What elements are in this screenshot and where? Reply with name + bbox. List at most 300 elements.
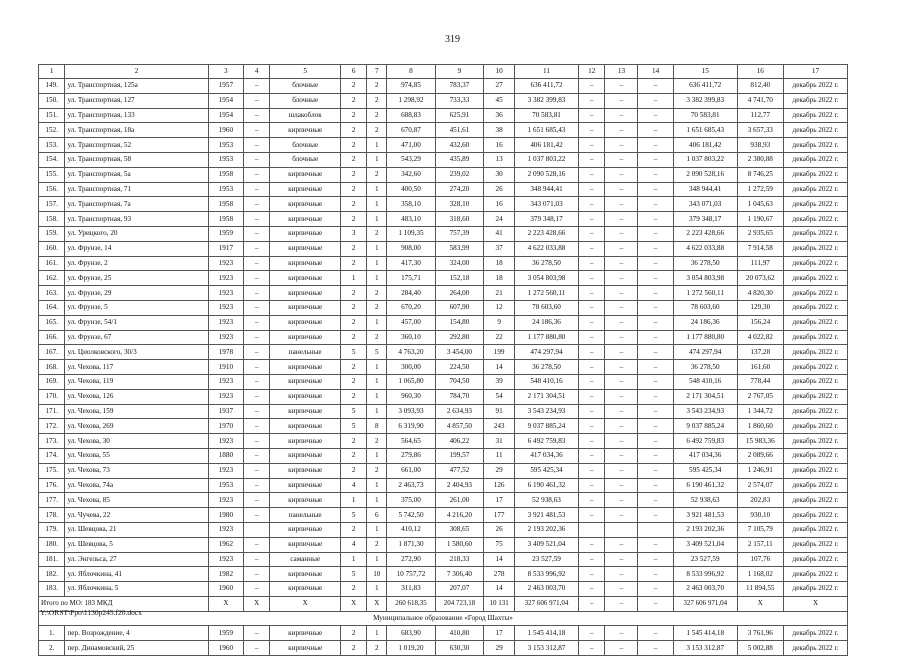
cell-col-6: 2 <box>340 360 366 375</box>
cell-col-5: кирпичные <box>270 522 341 537</box>
section-title: Муниципальное образование «Город Шахты» <box>39 611 848 626</box>
cell-col-8: 1 871,30 <box>387 537 435 552</box>
cell-col-4: – <box>243 567 269 582</box>
cell-col-5: шлакоблок <box>270 108 341 123</box>
cell-col-13: – <box>605 108 638 123</box>
cell-col-3: 1923 <box>208 434 243 449</box>
cell-col-5: кирпичные <box>270 315 341 330</box>
cell-col-4: – <box>243 167 269 182</box>
cell-col-1: 1 <box>39 65 65 79</box>
cell-col-15: 1 177 880,80 <box>673 330 737 345</box>
cell-col-9: 261,00 <box>435 493 483 508</box>
cell-col-1: 162. <box>39 271 65 286</box>
cell-col-3: 1954 <box>208 108 243 123</box>
cell-col-1: 161. <box>39 256 65 271</box>
cell-col-12: – <box>578 315 604 330</box>
cell-col-3: 1957 <box>208 79 243 94</box>
cell-col-16: 2 157,11 <box>737 537 783 552</box>
table-row <box>39 256 848 271</box>
cell-col-17: декабрь 2022 г. <box>783 123 847 138</box>
cell-col-3: 1960 <box>208 582 243 597</box>
cell-col-13: – <box>605 537 638 552</box>
cell-col-15: 1 545 414,18 <box>673 626 737 641</box>
cell-col-10: 31 <box>484 434 515 449</box>
cell-col-13: – <box>605 508 638 523</box>
cell-col-12: – <box>578 641 604 656</box>
cell-col-6: 2 <box>340 330 366 345</box>
cell-col-10: 14 <box>484 582 515 597</box>
cell-col-7: 2 <box>367 79 387 94</box>
cell-col-6: 2 <box>340 182 366 197</box>
cell-col-1: 169. <box>39 374 65 389</box>
cell-col-16: 4 741,70 <box>737 93 783 108</box>
cell-col-9: 784,70 <box>435 389 483 404</box>
cell-col-7: 2 <box>367 93 387 108</box>
cell-col-13: – <box>605 389 638 404</box>
total-cell: 260 618,35 <box>387 596 435 611</box>
cell-col-5: блочные <box>270 138 341 153</box>
cell-col-6: 2 <box>340 522 366 537</box>
cell-col-15: 3 921 481,53 <box>673 508 737 523</box>
cell-col-15: 1 272 560,11 <box>673 286 737 301</box>
cell-col-13: – <box>605 419 638 434</box>
cell-col-16: 11 894,55 <box>737 582 783 597</box>
cell-col-11: 1 651 685,43 <box>515 123 579 138</box>
cell-col-13: – <box>605 493 638 508</box>
cell-col-6: 2 <box>340 197 366 212</box>
cell-col-7: 2 <box>367 123 387 138</box>
cell-col-1: 152. <box>39 123 65 138</box>
cell-col-1: 157. <box>39 197 65 212</box>
total-cell: 327 606 971,04 <box>515 596 579 611</box>
cell-col-4: – <box>243 434 269 449</box>
cell-col-17: декабрь 2022 г. <box>783 271 847 286</box>
cell-col-13: – <box>605 93 638 108</box>
cell-col-4: – <box>243 478 269 493</box>
cell-col-14: – <box>638 345 673 360</box>
cell-col-7: 1 <box>367 626 387 641</box>
cell-col-17: декабрь 2022 г. <box>783 197 847 212</box>
cell-col-4: – <box>243 241 269 256</box>
total-cell: X <box>243 596 269 611</box>
total-cell: X <box>737 596 783 611</box>
cell-col-7: 1 <box>367 478 387 493</box>
cell-col-3: 1960 <box>208 641 243 656</box>
cell-col-6: 2 <box>340 212 366 227</box>
cell-col-6: 5 <box>340 419 366 434</box>
cell-col-6: 5 <box>340 404 366 419</box>
cell-col-8: 1 019,20 <box>387 641 435 656</box>
cell-col-3: 1953 <box>208 138 243 153</box>
cell-col-15: 406 181,42 <box>673 138 737 153</box>
cell-col-11: 417 034,36 <box>515 448 579 463</box>
cell-col-5: кирпичные <box>270 167 341 182</box>
table-row <box>39 463 848 478</box>
cell-col-11: 3 382 399,83 <box>515 93 579 108</box>
cell-col-3: 1980 <box>208 508 243 523</box>
cell-col-10: 18 <box>484 271 515 286</box>
cell-col-3: 1959 <box>208 226 243 241</box>
cell-col-1: 151. <box>39 108 65 123</box>
cell-col-17: декабрь 2022 г. <box>783 315 847 330</box>
table-row <box>39 271 848 286</box>
cell-col-4: – <box>243 226 269 241</box>
cell-col-7: 5 <box>367 345 387 360</box>
cell-col-7: 1 <box>367 138 387 153</box>
cell-col-9: 625,91 <box>435 108 483 123</box>
cell-col-12: – <box>578 256 604 271</box>
cell-col-17: декабрь 2022 г. <box>783 508 847 523</box>
cell-col-8: 661,00 <box>387 463 435 478</box>
cell-col-5: кирпичные <box>270 478 341 493</box>
cell-col-11: 70 583,81 <box>515 108 579 123</box>
cell-col-6: 3 <box>340 226 366 241</box>
cell-col-2: ул. Чехова, 119 <box>65 374 208 389</box>
cell-col-16: 112,77 <box>737 108 783 123</box>
cell-col-11: 36 278,50 <box>515 360 579 375</box>
cell-col-4 <box>243 522 269 537</box>
cell-col-11: 11 <box>515 65 579 79</box>
cell-col-14: – <box>638 182 673 197</box>
cell-col-3: 1923 <box>208 493 243 508</box>
cell-col-4: – <box>243 300 269 315</box>
cell-col-8: 2 463,73 <box>387 478 435 493</box>
cell-col-10: 37 <box>484 241 515 256</box>
cell-col-1: 153. <box>39 138 65 153</box>
cell-col-15: 36 278,50 <box>673 256 737 271</box>
table-body <box>39 65 848 656</box>
cell-col-13: – <box>605 79 638 94</box>
cell-col-11: 23 527,59 <box>515 552 579 567</box>
cell-col-16: 2 089,66 <box>737 448 783 463</box>
housing-register-table <box>38 64 848 656</box>
table-row <box>39 300 848 315</box>
cell-col-15: 23 527,59 <box>673 552 737 567</box>
cell-col-10: 278 <box>484 567 515 582</box>
cell-col-10: 45 <box>484 93 515 108</box>
cell-col-11: 595 425,34 <box>515 463 579 478</box>
cell-col-11: 6 190 461,32 <box>515 478 579 493</box>
cell-col-12: – <box>578 463 604 478</box>
table-row <box>39 108 848 123</box>
cell-col-7: 1 <box>367 448 387 463</box>
cell-col-6: 2 <box>340 463 366 478</box>
cell-col-8: 272,90 <box>387 552 435 567</box>
cell-col-5: кирпичные <box>270 389 341 404</box>
cell-col-8: 4 763,20 <box>387 345 435 360</box>
cell-col-1: 174. <box>39 448 65 463</box>
table-row <box>39 241 848 256</box>
cell-col-11: 3 543 234,93 <box>515 404 579 419</box>
cell-col-15: 8 533 996,92 <box>673 567 737 582</box>
cell-col-4: – <box>243 374 269 389</box>
cell-col-16: 938,93 <box>737 138 783 153</box>
cell-col-8: 8 <box>387 65 435 79</box>
cell-col-13: 13 <box>605 65 638 79</box>
cell-col-4: – <box>243 315 269 330</box>
cell-col-9: 783,37 <box>435 79 483 94</box>
cell-col-14: – <box>638 552 673 567</box>
cell-col-16: 5 002,88 <box>737 641 783 656</box>
cell-col-11: 8 533 996,92 <box>515 567 579 582</box>
cell-col-17: декабрь 2022 г. <box>783 226 847 241</box>
table-row <box>39 537 848 552</box>
cell-col-6: 2 <box>340 448 366 463</box>
cell-col-5: кирпичные <box>270 582 341 597</box>
cell-col-4: – <box>243 419 269 434</box>
cell-col-12: – <box>578 478 604 493</box>
cell-col-14: – <box>638 434 673 449</box>
cell-col-1: 177. <box>39 493 65 508</box>
cell-col-12: – <box>578 330 604 345</box>
cell-col-12: – <box>578 404 604 419</box>
total-row <box>39 596 848 611</box>
table-row <box>39 93 848 108</box>
cell-col-16: 20 073,62 <box>737 271 783 286</box>
cell-col-1: 154. <box>39 152 65 167</box>
table-row <box>39 389 848 404</box>
cell-col-10: 16 <box>484 197 515 212</box>
cell-col-9: 733,33 <box>435 93 483 108</box>
cell-col-14: – <box>638 212 673 227</box>
cell-col-15: 15 <box>673 65 737 79</box>
cell-col-17: декабрь 2022 г. <box>783 286 847 301</box>
cell-col-8: 410,12 <box>387 522 435 537</box>
cell-col-9: 757,39 <box>435 226 483 241</box>
cell-col-9: 704,50 <box>435 374 483 389</box>
cell-col-10: 14 <box>484 552 515 567</box>
cell-col-2: ул. Транспортная, 71 <box>65 182 208 197</box>
cell-col-2: ул. Фрунзе, 14 <box>65 241 208 256</box>
cell-col-3: 1959 <box>208 626 243 641</box>
cell-col-16: 930,10 <box>737 508 783 523</box>
cell-col-10: 22 <box>484 330 515 345</box>
cell-col-7: 1 <box>367 212 387 227</box>
cell-col-17: декабрь 2022 г. <box>783 108 847 123</box>
cell-col-14: – <box>638 167 673 182</box>
cell-col-15: 343 071,03 <box>673 197 737 212</box>
cell-col-15: 9 037 885,24 <box>673 419 737 434</box>
cell-col-2: ул. Фрунзе, 5 <box>65 300 208 315</box>
table-row <box>39 330 848 345</box>
cell-col-17: декабрь 2022 г. <box>783 522 847 537</box>
cell-col-9: 218,33 <box>435 552 483 567</box>
cell-col-9: 207,07 <box>435 582 483 597</box>
cell-col-7: 6 <box>367 508 387 523</box>
cell-col-5: панельные <box>270 345 341 360</box>
cell-col-11: 2 463 003,70 <box>515 582 579 597</box>
cell-col-12: – <box>578 345 604 360</box>
cell-col-14: – <box>638 241 673 256</box>
cell-col-16: 202,83 <box>737 493 783 508</box>
cell-col-17: декабрь 2022 г. <box>783 389 847 404</box>
cell-col-10: 177 <box>484 508 515 523</box>
cell-col-1: 160. <box>39 241 65 256</box>
cell-col-5: блочные <box>270 79 341 94</box>
cell-col-8: 1 298,92 <box>387 93 435 108</box>
cell-col-2: ул. Транспортная, 127 <box>65 93 208 108</box>
cell-col-13: – <box>605 123 638 138</box>
cell-col-2: ул. Чехова, 74а <box>65 478 208 493</box>
cell-col-11: 1 272 560,11 <box>515 286 579 301</box>
cell-col-12: – <box>578 138 604 153</box>
cell-col-17: декабрь 2022 г. <box>783 463 847 478</box>
cell-col-16: 1 168,02 <box>737 567 783 582</box>
cell-col-13: – <box>605 167 638 182</box>
cell-col-14: – <box>638 374 673 389</box>
cell-col-10: 26 <box>484 182 515 197</box>
table-row <box>39 360 848 375</box>
cell-col-14: – <box>638 197 673 212</box>
cell-col-3: 3 <box>208 65 243 79</box>
cell-col-17: декабрь 2022 г. <box>783 374 847 389</box>
cell-col-2: ул. Транспортная, 5а <box>65 167 208 182</box>
cell-col-14: – <box>638 226 673 241</box>
cell-col-16: 778,44 <box>737 374 783 389</box>
cell-col-9: 435,89 <box>435 152 483 167</box>
table-row <box>39 582 848 597</box>
table-row <box>39 152 848 167</box>
cell-col-5: кирпичные <box>270 300 341 315</box>
cell-col-10: 41 <box>484 226 515 241</box>
cell-col-9: 318,60 <box>435 212 483 227</box>
cell-col-2: ул. Шевцова, 5 <box>65 537 208 552</box>
cell-col-10: 91 <box>484 404 515 419</box>
table-row <box>39 567 848 582</box>
cell-col-17: декабрь 2022 г. <box>783 434 847 449</box>
cell-col-9: 2 404,93 <box>435 478 483 493</box>
cell-col-6: 2 <box>340 286 366 301</box>
cell-col-10: 14 <box>484 360 515 375</box>
table-row <box>39 374 848 389</box>
cell-col-5: кирпичные <box>270 212 341 227</box>
cell-col-14: – <box>638 152 673 167</box>
cell-col-12: – <box>578 419 604 434</box>
cell-col-1: 172. <box>39 419 65 434</box>
cell-col-4: – <box>243 493 269 508</box>
cell-col-15: 2 463 003,70 <box>673 582 737 597</box>
cell-col-5: кирпичные <box>270 463 341 478</box>
cell-col-13: – <box>605 582 638 597</box>
cell-col-11: 474 297,94 <box>515 345 579 360</box>
cell-col-6: 2 <box>340 374 366 389</box>
cell-col-1: 2. <box>39 641 65 656</box>
cell-col-4: – <box>243 182 269 197</box>
cell-col-14: – <box>638 463 673 478</box>
cell-col-8: 10 757,72 <box>387 567 435 582</box>
cell-col-11: 52 938,63 <box>515 493 579 508</box>
cell-col-15: 3 382 399,83 <box>673 93 737 108</box>
cell-col-15: 595 425,34 <box>673 463 737 478</box>
cell-col-4: – <box>243 463 269 478</box>
cell-col-4: – <box>243 197 269 212</box>
cell-col-8: 471,00 <box>387 138 435 153</box>
cell-col-13: – <box>605 286 638 301</box>
cell-col-9: 3 454,00 <box>435 345 483 360</box>
cell-col-12: – <box>578 226 604 241</box>
cell-col-10: 39 <box>484 374 515 389</box>
cell-col-4: – <box>243 256 269 271</box>
cell-col-8: 670,87 <box>387 123 435 138</box>
cell-col-6: 5 <box>340 508 366 523</box>
cell-col-10: 54 <box>484 389 515 404</box>
table-row <box>39 508 848 523</box>
cell-col-8: 300,00 <box>387 360 435 375</box>
cell-col-13: – <box>605 404 638 419</box>
cell-col-11: 1 177 880,80 <box>515 330 579 345</box>
cell-col-17: 17 <box>783 65 847 79</box>
cell-col-14: – <box>638 271 673 286</box>
cell-col-17: декабрь 2022 г. <box>783 345 847 360</box>
cell-col-3: 1953 <box>208 478 243 493</box>
cell-col-3: 1910 <box>208 360 243 375</box>
cell-col-17: декабрь 2022 г. <box>783 537 847 552</box>
cell-col-7: 7 <box>367 65 387 79</box>
cell-col-6: 2 <box>340 123 366 138</box>
cell-col-7: 2 <box>367 641 387 656</box>
cell-col-12: 12 <box>578 65 604 79</box>
cell-col-4: – <box>243 389 269 404</box>
cell-col-10: 11 <box>484 448 515 463</box>
cell-col-9: 264,00 <box>435 286 483 301</box>
cell-col-9: 607,90 <box>435 300 483 315</box>
cell-col-11: 636 411,72 <box>515 79 579 94</box>
cell-col-5: кирпичные <box>270 286 341 301</box>
cell-col-8: 483,10 <box>387 212 435 227</box>
cell-col-10: 10 <box>484 65 515 79</box>
cell-col-4: – <box>243 330 269 345</box>
cell-col-4: – <box>243 108 269 123</box>
cell-col-17: декабрь 2022 г. <box>783 493 847 508</box>
table-row <box>39 522 848 537</box>
cell-col-5: кирпичные <box>270 360 341 375</box>
table-row <box>39 404 848 419</box>
cell-col-6: 2 <box>340 315 366 330</box>
cell-col-10: 29 <box>484 463 515 478</box>
cell-col-13: – <box>605 182 638 197</box>
cell-col-7: 1 <box>367 271 387 286</box>
cell-col-8: 360,10 <box>387 330 435 345</box>
cell-col-8: 6 319,90 <box>387 419 435 434</box>
cell-col-17: декабрь 2022 г. <box>783 330 847 345</box>
cell-col-12: – <box>578 152 604 167</box>
cell-col-6: 1 <box>340 552 366 567</box>
cell-col-2: ул. Транспортная, 7а <box>65 197 208 212</box>
cell-col-12: – <box>578 93 604 108</box>
cell-col-8: 284,40 <box>387 286 435 301</box>
cell-col-7: 1 <box>367 522 387 537</box>
cell-col-12: – <box>578 552 604 567</box>
cell-col-7: 1 <box>367 493 387 508</box>
cell-col-7: 1 <box>367 197 387 212</box>
cell-col-4: 4 <box>243 65 269 79</box>
table-row <box>39 493 848 508</box>
cell-col-5: кирпичные <box>270 182 341 197</box>
cell-col-14: – <box>638 93 673 108</box>
cell-col-12: – <box>578 434 604 449</box>
cell-col-8: 908,00 <box>387 241 435 256</box>
cell-col-1: 175. <box>39 463 65 478</box>
cell-col-16: 2 935,65 <box>737 226 783 241</box>
cell-col-13: – <box>605 300 638 315</box>
cell-col-17: декабрь 2022 г. <box>783 626 847 641</box>
cell-col-3: 1937 <box>208 404 243 419</box>
cell-col-13: – <box>605 315 638 330</box>
cell-col-2: 2 <box>65 65 208 79</box>
cell-col-16: 1 344,72 <box>737 404 783 419</box>
cell-col-11: 2 090 528,16 <box>515 167 579 182</box>
cell-col-9: 308,65 <box>435 522 483 537</box>
